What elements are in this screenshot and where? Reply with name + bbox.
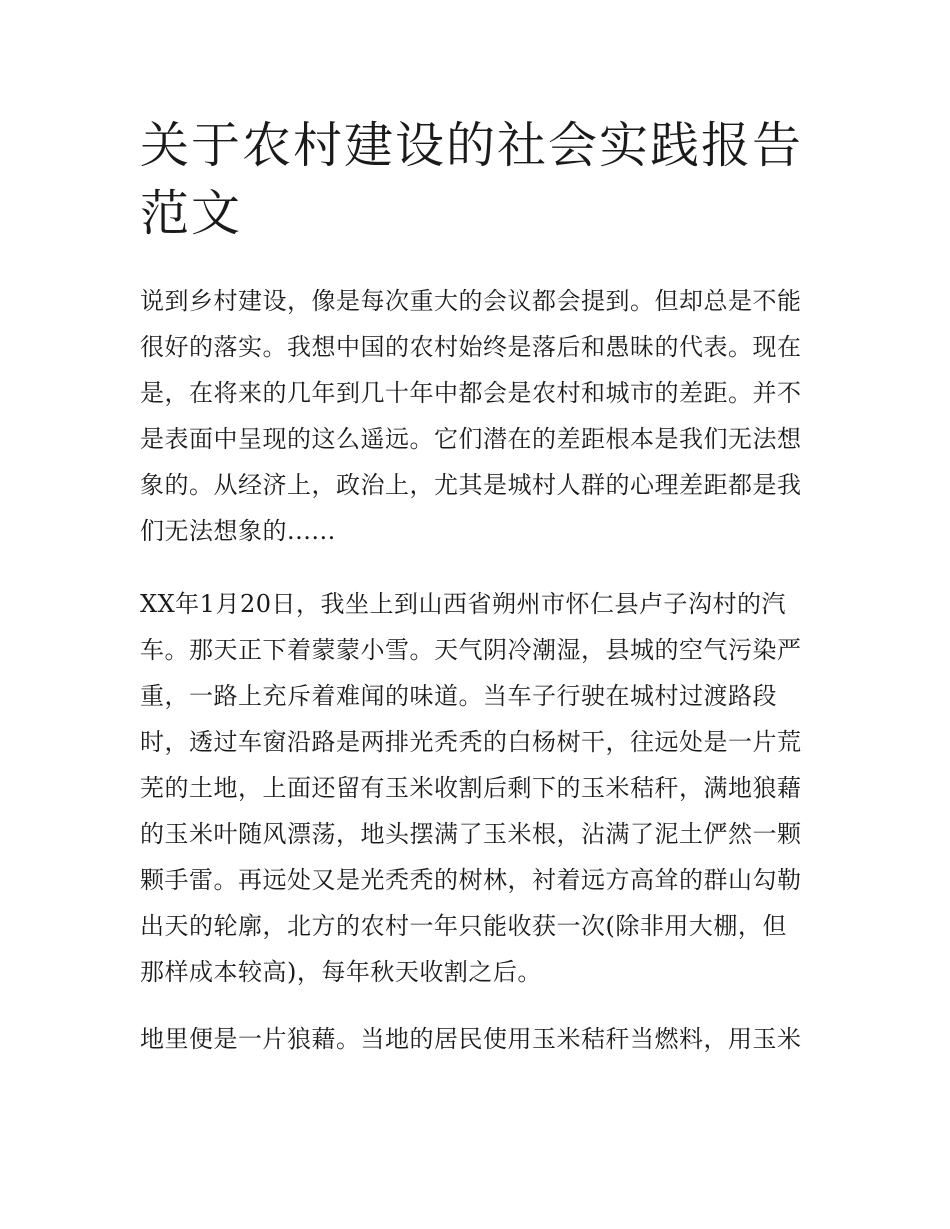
paragraph-journey [140,581,830,995]
text-line: 很好的落实。我想中国的农村始终是落后和愚昧的代表。现在 [140,333,802,361]
text-line: 重，一路上充斥着难闻的味道。当车子行驶在城村过渡路段 [140,682,777,710]
title-line: 关于农村建设的社会实践报告 [140,117,804,174]
title-line: 范文 [140,184,243,242]
text-line: 象的。从经济上，政治上，尤其是城村人群的心理差距都是我 [140,471,802,499]
text-line: 车。那天正下着蒙蒙小雪。天气阴冷潮湿，县城的空气污染严 [140,636,802,664]
text-line: 时，透过车窗沿路是两排光秃秃的白杨树干，往远处是一片荒 [140,728,802,756]
text-line: 是，在将来的几年到几十年中都会是农村和城市的差距。并不 [140,379,802,407]
text-line: 芜的土地，上面还留有玉米收割后剩下的玉米秸秆，满地狼藉 [140,774,802,802]
paragraph-village [140,1016,830,1062]
text-line: 的玉米叶随风漂荡，地头摆满了玉米根，沾满了泥土俨然一颗 [140,820,802,848]
text-line: 出天的轮廓，北方的农村一年只能收获一次(除非用大棚，但 [140,912,787,940]
text-line: 说到乡村建设，像是每次重大的会议都会提到。但却总是不能 [140,287,802,315]
text-line: 那样成本较高)，每年秋天收割之后。 [140,958,542,986]
text-line: 地里便是一片狼藉。当地的居民使用玉米秸秆当燃料，用玉米 [140,1025,802,1053]
document-title [140,112,820,247]
text-line: 是表面中呈现的这么遥远。它们潜在的差距根本是我们无法想 [140,425,802,453]
text-line: 们无法想象的...... [140,517,336,545]
text-line: 颗手雷。再远处又是光秃秃的树林，衬着远方高耸的群山勾勒 [140,866,802,894]
paragraph-intro [140,278,830,554]
text-line: XX年1月20日，我坐上到山西省朔州市怀仁县卢子沟村的汽 [140,590,786,618]
